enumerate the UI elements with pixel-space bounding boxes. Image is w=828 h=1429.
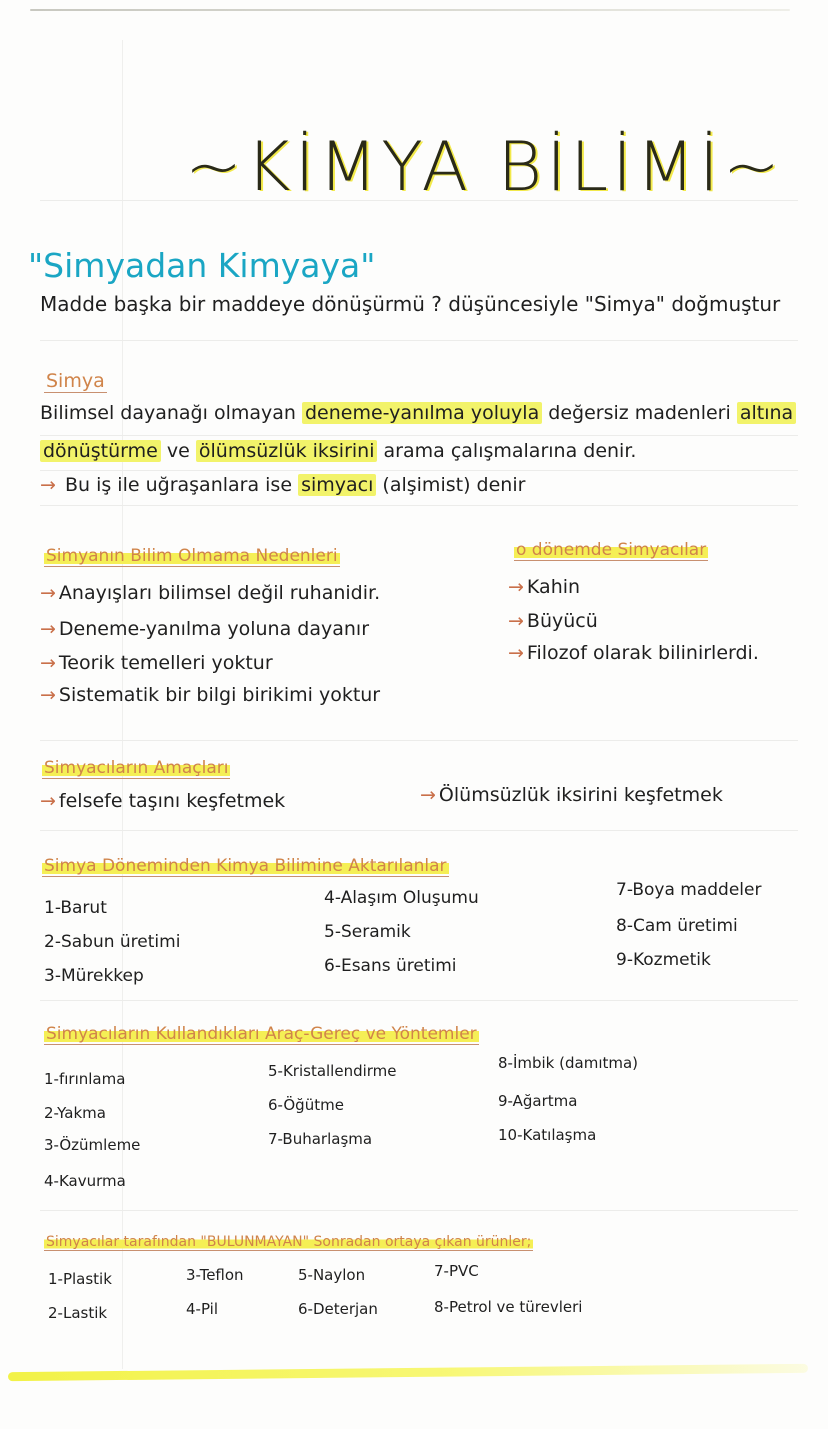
tools-heading: Simyacıların Kullandıkları Araç-Gereç ve Yöntemler <box>46 1024 477 1044</box>
arrow-icon: → <box>40 582 56 604</box>
tool-item: 6-Öğütme <box>268 1096 344 1114</box>
product-item: 3-Teflon <box>186 1266 244 1284</box>
tool-item: 8-İmbik (damıtma) <box>498 1054 639 1072</box>
period-item <box>508 642 759 664</box>
tool-item: 1-fırınlama <box>44 1070 126 1088</box>
product-item: 7-PVC <box>434 1262 479 1280</box>
product-item: 8-Petrol ve türevleri <box>434 1298 583 1316</box>
bottom-highlighter-stroke <box>8 1364 808 1381</box>
transferred-item: 2-Sabun üretimi <box>44 932 181 952</box>
aim-text: felsefe taşını keşfetmek <box>58 790 286 812</box>
aim-item <box>40 790 285 812</box>
text: arama çalışmalarına denir. <box>383 440 637 462</box>
product-item: 5-Naylon <box>298 1266 366 1284</box>
arrow-icon: → <box>508 610 524 632</box>
reason-item <box>40 652 273 674</box>
reason-text: Deneme-yanılma yoluna dayanır <box>58 618 370 640</box>
transferred-item: 9-Kozmetik <box>616 950 711 970</box>
reason-text: Sistematik bir bilgi birikimi yoktur <box>58 684 381 706</box>
period-item <box>508 576 580 598</box>
text: (alşimist) denir <box>382 474 526 496</box>
ruled-line <box>40 340 798 341</box>
transferred-item: 7-Boya maddeler <box>616 880 762 900</box>
aim-item <box>420 784 723 806</box>
reasons-heading: Simyanın Bilim Olmama Nedenleri <box>46 546 338 566</box>
page-title: ~KİMYA BİLİMİ~ <box>185 128 784 207</box>
ruled-line <box>40 1000 798 1001</box>
highlighted-text: altına <box>737 402 796 424</box>
highlighted-text: dönüştürme <box>40 440 161 462</box>
not-found-heading: Simyacılar tarafından "BULUNMAYAN" Sonradan ortaya çıkan ürünler; <box>46 1234 532 1250</box>
reason-item <box>40 582 380 604</box>
text: ve <box>166 440 190 462</box>
text: değersiz madenleri <box>548 402 731 424</box>
reason-text: Anayışları bilimsel değil ruhanidir. <box>58 582 381 604</box>
transferred-item: 6-Esans üretimi <box>324 956 457 976</box>
tool-item: 7-Buharlaşma <box>268 1130 373 1148</box>
reason-item <box>40 618 369 640</box>
ruled-line <box>40 1210 798 1211</box>
arrow-icon: → <box>40 618 56 640</box>
reason-item <box>40 684 380 706</box>
tool-item: 10-Katılaşma <box>498 1126 597 1144</box>
transferred-item: 4-Alaşım Oluşumu <box>324 888 479 908</box>
reason-text: Teorik temelleri yoktur <box>58 652 273 674</box>
tool-item: 2-Yakma <box>44 1104 106 1122</box>
highlighted-text: simyacı <box>298 474 376 496</box>
ruled-line <box>40 435 798 436</box>
period-text: Büyücü <box>526 610 598 632</box>
simya-line-1 <box>40 402 796 424</box>
arrow-icon: → <box>40 474 56 496</box>
ruled-line <box>40 470 798 471</box>
period-heading: o dönemde Simyacılar <box>516 540 707 560</box>
period-text: Filozof olarak bilinirlerdi. <box>526 642 759 664</box>
ruled-line <box>40 830 798 831</box>
aim-text: Ölümsüzlük iksirini keşfetmek <box>438 784 723 806</box>
text: Bilimsel dayanağı olmayan <box>40 402 296 424</box>
ruled-line <box>40 505 798 506</box>
period-text: Kahin <box>526 576 581 598</box>
transferred-item: 8-Cam üretimi <box>616 916 738 936</box>
subtitle: "Simyadan Kimyaya" <box>28 246 376 285</box>
transferred-heading: Simya Döneminden Kimya Bilimine Aktarılanlar <box>44 856 447 876</box>
product-item: 1-Plastik <box>48 1270 112 1288</box>
simya-line-3 <box>40 474 525 496</box>
arrow-icon: → <box>508 576 524 598</box>
product-item: 2-Lastik <box>48 1304 108 1322</box>
simya-line-2 <box>40 440 636 462</box>
transferred-item: 1-Barut <box>44 898 107 918</box>
arrow-icon: → <box>40 652 56 674</box>
simya-heading: Simya <box>46 370 105 392</box>
arrow-icon: → <box>40 684 56 706</box>
highlighted-text: ölümsüzlük iksirini <box>196 440 378 462</box>
transferred-item: 3-Mürekkep <box>44 966 144 986</box>
page-top-edge <box>30 9 790 11</box>
tool-item: 3-Özümleme <box>44 1136 141 1154</box>
arrow-icon: → <box>508 642 524 664</box>
tool-item: 5-Kristallendirme <box>268 1062 397 1080</box>
product-item: 4-Pil <box>186 1300 219 1318</box>
intro-text: Madde başka bir maddeye dönüşürmü ? düşüncesiyle "Simya" doğmuştur <box>40 292 781 316</box>
arrow-icon: → <box>420 784 436 806</box>
product-item: 6-Deterjan <box>298 1300 378 1318</box>
tool-item: 4-Kavurma <box>44 1172 126 1190</box>
aims-heading: Simyacıların Amaçları <box>44 758 229 778</box>
tool-item: 9-Ağartma <box>498 1092 578 1110</box>
transferred-item: 5-Seramik <box>324 922 411 942</box>
ruled-line <box>40 740 798 741</box>
text: Bu iş ile uğraşanlara ise <box>64 474 293 496</box>
period-item <box>508 610 598 632</box>
highlighted-text: deneme-yanılma yoluyla <box>302 402 542 424</box>
arrow-icon: → <box>40 790 56 812</box>
